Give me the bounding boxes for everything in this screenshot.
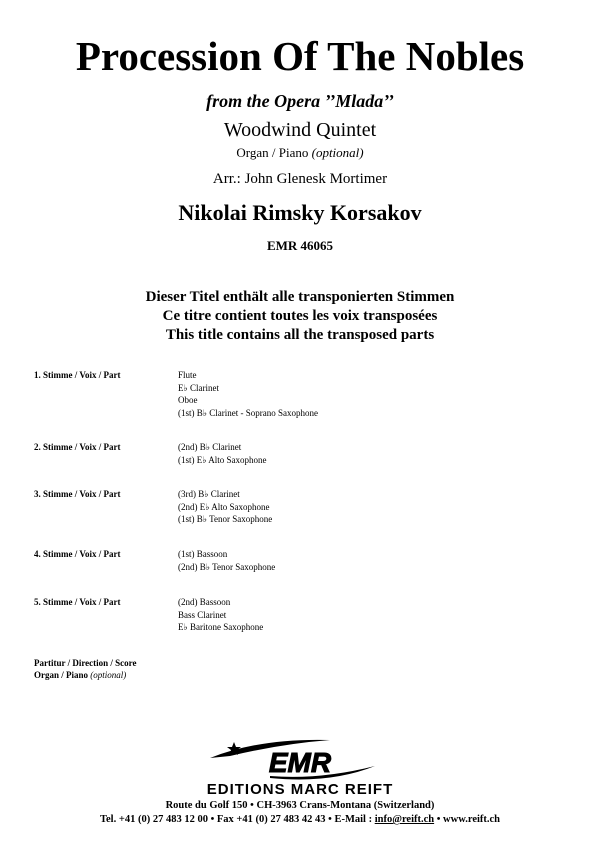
composer: Nikolai Rimsky Korsakov	[178, 200, 422, 225]
instrument-item: (2nd) Bassoon	[178, 597, 231, 607]
score-block	[34, 657, 136, 681]
publisher-contact	[0, 813, 600, 826]
instrument-item: (1st) B♭ Clarinet - Soprano Saxophone	[178, 407, 318, 418]
part-instrument-list	[178, 369, 318, 419]
publisher-address: Route du Golf 150 • CH-3963 Crans-Montana (Switzerland)	[165, 800, 435, 811]
part-instrument-list	[178, 596, 263, 634]
notice-english: This title contains all the transposed parts	[165, 327, 435, 343]
instrument-item: E♭ Clarinet	[178, 382, 219, 393]
instrument-item: (1st) E♭ Alto Saxophone	[178, 454, 267, 465]
instrument-item: (1st) Bassoon	[178, 549, 228, 559]
score-organ-line	[34, 669, 136, 681]
subtitle: from the Opera ’’Mlada’’	[206, 91, 394, 111]
transposition-notice	[0, 288, 600, 345]
optional-instrument-line	[0, 145, 600, 161]
notice-german: Dieser Titel enthält alle transponierten Stimmen	[145, 289, 455, 305]
instrument-item: Oboe	[178, 395, 198, 405]
instrument-item: Flute	[178, 370, 197, 380]
part-label: 5. Stimme / Voix / Part	[34, 597, 121, 607]
instrument-item: E♭ Baritone Saxophone	[178, 622, 264, 632]
instrument-item: (3rd) B♭ Clarinet	[178, 489, 240, 499]
arranger: Arr.: John Glenesk Mortimer	[212, 171, 388, 187]
contact-details: Tel. +41 (0) 27 483 12 00 • Fax +41 (0) 27 483 42 43 • E-Mail :	[99, 814, 375, 825]
page-title: Procession Of The Nobles	[75, 33, 525, 79]
ensemble: Woodwind Quintet	[223, 119, 377, 141]
publisher-name: EDITIONS MARC REIFT	[206, 781, 394, 798]
logo-text: EMR	[268, 747, 332, 778]
website: • www.reift.ch	[434, 814, 501, 825]
email-link[interactable]: info@reift.ch	[374, 814, 435, 825]
part-instrument-list	[178, 548, 275, 573]
part-instrument-list	[178, 441, 267, 466]
instrument-item: (2nd) B♭ Clarinet	[178, 442, 242, 452]
part-instrument-list	[178, 488, 272, 526]
catalog-number: EMR 46065	[266, 238, 334, 253]
notice-french: Ce titre contient toutes les voix transposées	[162, 308, 438, 324]
part-label: 4. Stimme / Voix / Part	[34, 549, 121, 559]
instrument-item: (2nd) E♭ Alto Saxophone	[178, 501, 270, 512]
instrument-item: Bass Clarinet	[178, 609, 227, 620]
score-organ-note: (optional)	[90, 670, 127, 680]
part-label: 3. Stimme / Voix / Part	[34, 489, 121, 499]
optional-note: (optional)	[311, 145, 364, 160]
score-organ: Organ / Piano	[34, 670, 89, 680]
part-label: 2. Stimme / Voix / Part	[34, 442, 121, 452]
instrument-item: (2nd) B♭ Tenor Saxophone	[178, 561, 276, 572]
score-label: Partitur / Direction / Score	[34, 658, 137, 668]
instrument-item: (1st) B♭ Tenor Saxophone	[178, 514, 273, 524]
part-label: 1. Stimme / Voix / Part	[34, 370, 121, 380]
optional-instrument: Organ / Piano	[236, 145, 309, 160]
